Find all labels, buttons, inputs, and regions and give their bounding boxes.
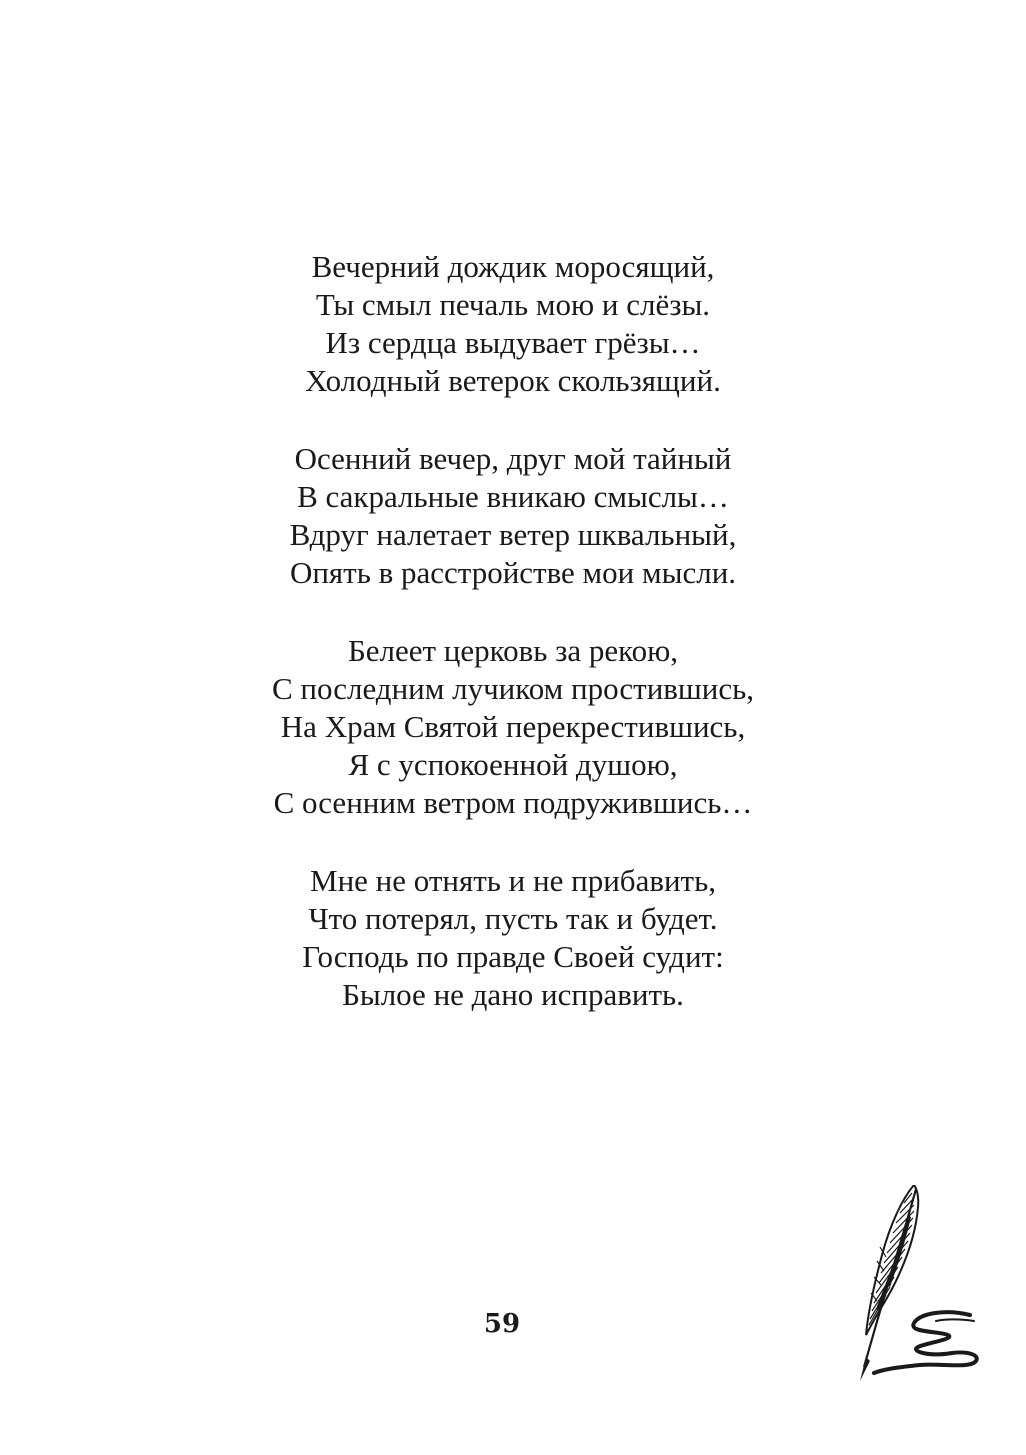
poem-line: Господь по правде Своей судит: [302,939,724,974]
poem-line: Осенний вечер, друг мой тайный [294,441,732,476]
poem-line: Вдруг налетает ветер шквальный, [289,517,737,552]
stanza-2 [0,440,1026,592]
poem-line: Мне не отнять и не прибавить, [310,863,716,898]
poem-line: Ты смыл печаль мою и слёзы. [315,287,711,322]
poem-line: Из сердца выдувает грёзы… [325,325,701,360]
poem-line: Вечерний дождик моросящий, [311,249,715,284]
poem-line: Я с успокоенной душою, [348,747,678,782]
poem-line: Былое не дано исправить. [342,977,684,1012]
stanza-3 [0,632,1026,822]
poem-line: С последним лучиком простившись, [271,671,755,706]
page-number: 59 [483,1309,521,1339]
stanza-1 [0,248,1026,400]
poem-line: Холодный ветерок скользящий. [305,363,721,398]
poem-line: Что потерял, пусть так и будет. [308,901,718,936]
poem-line: Опять в расстройстве мои мысли. [289,555,737,590]
poem-line: Белеет церковь за рекою, [347,633,679,668]
stanza-4 [0,862,1026,1014]
poem-line: С осенним ветром подружившись… [273,785,753,820]
poem [0,248,1026,1054]
poem-line: На Храм Святой перекрестившись, [280,709,746,744]
quill-feather-icon [850,1185,990,1385]
poem-line: В сакральные вникаю смыслы… [297,479,729,514]
